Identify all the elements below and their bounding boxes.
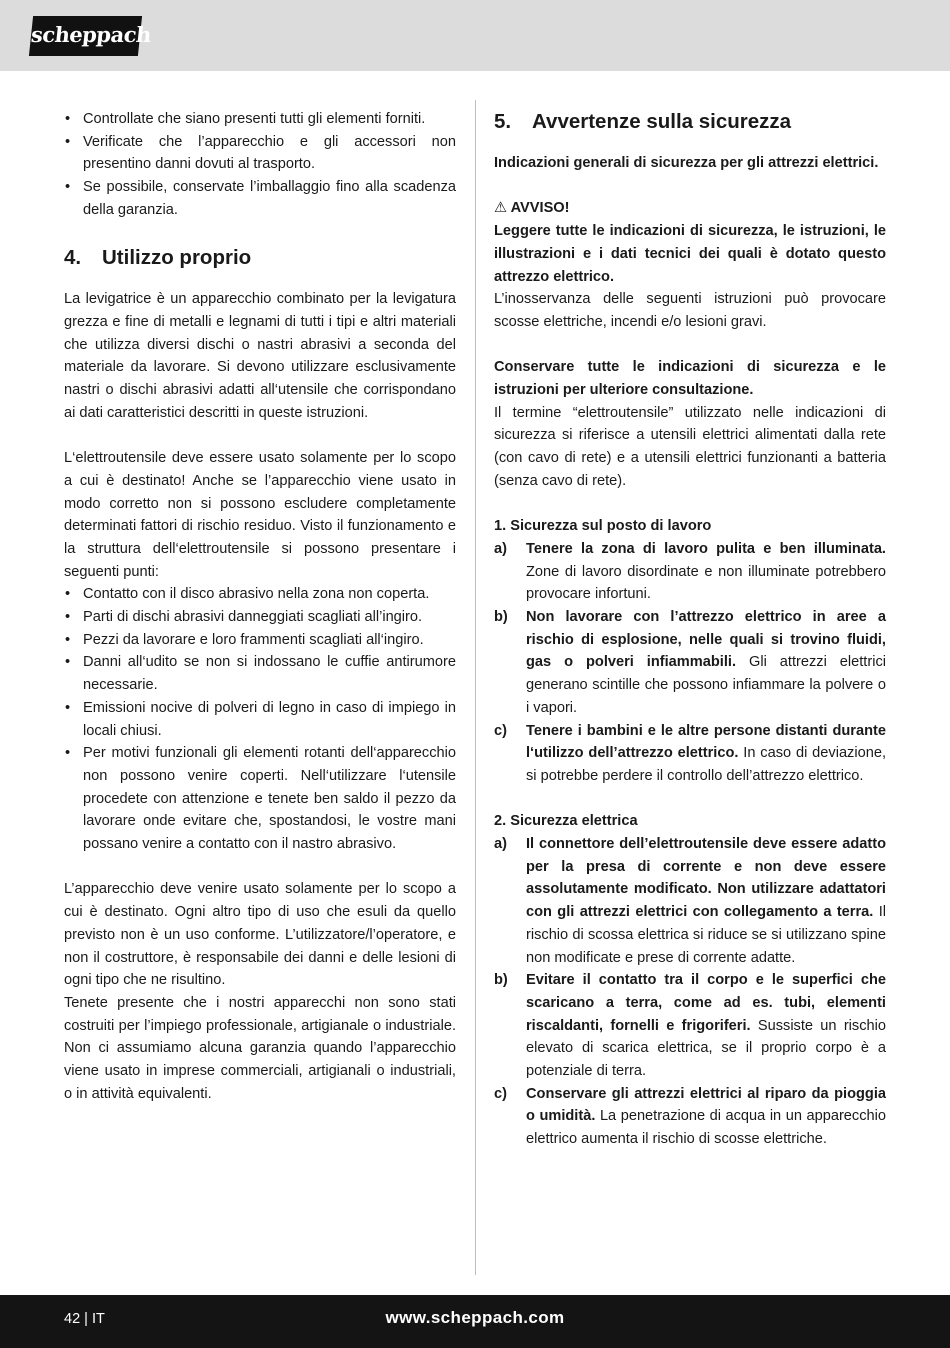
section-title: Avvertenze sulla sicurezza <box>532 110 792 133</box>
section-5-heading <box>494 110 886 134</box>
warning-text: L’inosservanza delle seguenti istruzioni può provocare scosse elettriche, incendi e/o lesioni gravi. <box>494 291 886 330</box>
item-marker: b) <box>494 609 508 626</box>
item-bold-text: Il connettore dell’elettroutensile deve essere adatto per la presa di corrente e non deve essere assolutamente modificato. Non utilizzare adattatori con gli attrezzi elettrici con collegamento a terra. <box>526 836 886 921</box>
item-text: Gli attrezzi elettrici generano scintille che possono infiammare la polvere o i vapori. <box>526 654 887 716</box>
subsection-2-list <box>494 833 886 1151</box>
list-item: • Verificate che l’apparecchio e gli accessori non presentino danni dovuti al trasporto. <box>64 131 456 176</box>
risk-bullet-list <box>64 583 456 855</box>
list-item <box>494 1083 886 1151</box>
page-footer <box>0 1295 950 1348</box>
list-item: • Pezzi da lavorare e loro frammenti scagliati all‘ingiro. <box>64 629 456 652</box>
section-number: 5. <box>494 110 512 133</box>
subsection-2-heading: 2. Sicurezza elettrica <box>494 813 638 830</box>
item-marker: a) <box>494 836 507 853</box>
item-text: La penetrazione di acqua in un apparecchio elettrico aumenta il rischio di scosse elettriche. <box>526 1108 886 1148</box>
page-header <box>0 0 950 71</box>
keep-instructions-bold: Conservare tutte le indicazioni di sicurezza e le istruzioni per ulteriore consultazione. <box>494 359 886 398</box>
item-marker: a) <box>494 540 507 557</box>
paragraph: Tenete presente che i nostri apparecchi non sono stati costruiti per l’impiego professionale, artigianale o industriale. Non ci assumiamo alcuna garanzia quando l’apparecchio viene usato in imprese commerciali, artigianali o industriali, o in attività equivalenti. <box>64 994 456 1102</box>
item-text: Sussiste un rischio elevato di scarica elettrica, se il proprio corpo è a potenziale di terra. <box>526 1017 886 1080</box>
item-text: Il rischio di scossa elettrica si riduce se si utilizzano spine non modificate e prese di corrente adatte. <box>526 904 886 966</box>
subsection-1-list <box>494 538 886 788</box>
intro-bullet-list <box>64 108 456 222</box>
right-column <box>494 108 886 1151</box>
list-item: • Emissioni nocive di polveri di legno in caso di impiego in locali chiusi. <box>64 697 456 742</box>
column-divider <box>475 100 476 1275</box>
section-4-heading <box>64 246 456 270</box>
item-marker: c) <box>494 1085 507 1102</box>
item-bold-text: Tenere i bambini e le altre persone distanti durante l‘utilizzo dell’attrezzo elettrico. <box>526 722 886 762</box>
general-safety-heading: Indicazioni generali di sicurezza per gli attrezzi elettrici. <box>494 155 879 171</box>
section-title: Utilizzo proprio <box>102 246 252 270</box>
left-column <box>64 108 456 1105</box>
list-item <box>494 833 886 969</box>
website-link[interactable]: www.scheppach.com <box>385 1308 565 1327</box>
list-item: • Parti di dischi abrasivi danneggiati scagliati all’ingiro. <box>64 606 456 629</box>
list-item <box>494 720 886 788</box>
section-number: 4. <box>64 246 82 270</box>
list-item: • Per motivi funzionali gli elementi rotanti dell‘apparecchio non possono venire coperti. Nell‘utilizzare l‘utensile procedete con attenzione e tenete ben saldo il pezzo da lavorare onde evitare che, spostandosi, le vostre mani possano venire a contatto con il nastro abrasivo. <box>64 742 456 856</box>
list-item <box>494 538 886 606</box>
item-bold-text: Conservare gli attrezzi elettrici al riparo da pioggia o umidità. <box>526 1085 886 1125</box>
list-item: • Se possibile, conservate l’imballaggio fino alla scadenza della garanzia. <box>64 176 456 221</box>
warning-bold-text: Leggere tutte le indicazioni di sicurezza, le istruzioni, le illustrazioni e i dati tecnici dei quali è dotato questo attrezzo elettrico. <box>494 223 886 285</box>
page-number: 42 | IT <box>64 1311 105 1327</box>
item-marker: b) <box>494 972 508 989</box>
item-text: In caso di deviazione, si potrebbe perdere il controllo dell’attrezzo elettrico. <box>526 745 887 784</box>
list-item: • Danni all‘udito se non si indossano le cuffie antirumore necessarie. <box>64 651 456 696</box>
list-item <box>494 969 886 1083</box>
paragraph: L’apparecchio deve venire usato solamente per lo scopo a cui è destinato. Ogni altro tipo di uso che esuli da quello previsto non è un uso conforme. L’utilizzatore/l’operatore, e non il costruttore, è responsabile dei danni e delle lesioni di ogni tipo che ne risultino. <box>64 881 456 989</box>
scheppach-logo: scheppach <box>29 16 142 56</box>
item-bold-text: Tenere la zona di lavoro pulita e ben illuminata. <box>526 540 886 557</box>
item-text: Zone di lavoro disordinate e non illuminate potrebbero provocare infortuni. <box>526 563 886 603</box>
list-item: • Controllate che siano presenti tutti gli elementi forniti. <box>64 108 456 131</box>
list-item <box>494 606 886 720</box>
item-bold-text: Evitare il contatto tra il corpo e le superfici che scaricano a terra, come ad es. tubi, elementi riscaldanti, fornelli e frigoriferi. <box>526 972 886 1034</box>
warning-label: ⚠ AVVISO! <box>494 200 570 217</box>
subsection-1-heading: 1. Sicurezza sul posto di lavoro <box>494 518 712 535</box>
item-bold-text: Non lavorare con l’attrezzo elettrico in aree a rischio di esplosione, nelle quali si trovino fluidi, gas o polveri infiammabili. <box>526 609 886 671</box>
paragraph: L‘elettroutensile deve essere usato solamente per lo scopo a cui è destinato! Anche se l’apparecchio viene usato in modo corretto non si possono escludere completamente determinati fattori di rischio residuo. Visto il funzionamento e la struttura dell‘elettroutensile si possono presentare i seguenti punti: <box>64 450 456 580</box>
item-marker: c) <box>494 722 507 739</box>
list-item: • Contatto con il disco abrasivo nella zona non coperta. <box>64 583 456 606</box>
paragraph: La levigatrice è un apparecchio combinato per la levigatura grezza e fine di metalli e legnami di tutti i tipi e altri materiali che utilizza diversi dischi o nastri abrasivi a seconda del materiale da lavorare. Si devono utilizzare esclusivamente nastri o dischi abrasivi adatti all‘utensile che corrispondano ai dati caratteristici descritti in queste istruzioni. <box>64 291 456 421</box>
keep-instructions-text: Il termine “elettroutensile” utilizzato nelle indicazioni di sicurezza si riferisce a utensili elettrici alimentati dalla rete (con cavo di rete) e a utensili elettrici funzionanti a batteria (senza cavo di rete). <box>494 404 886 489</box>
